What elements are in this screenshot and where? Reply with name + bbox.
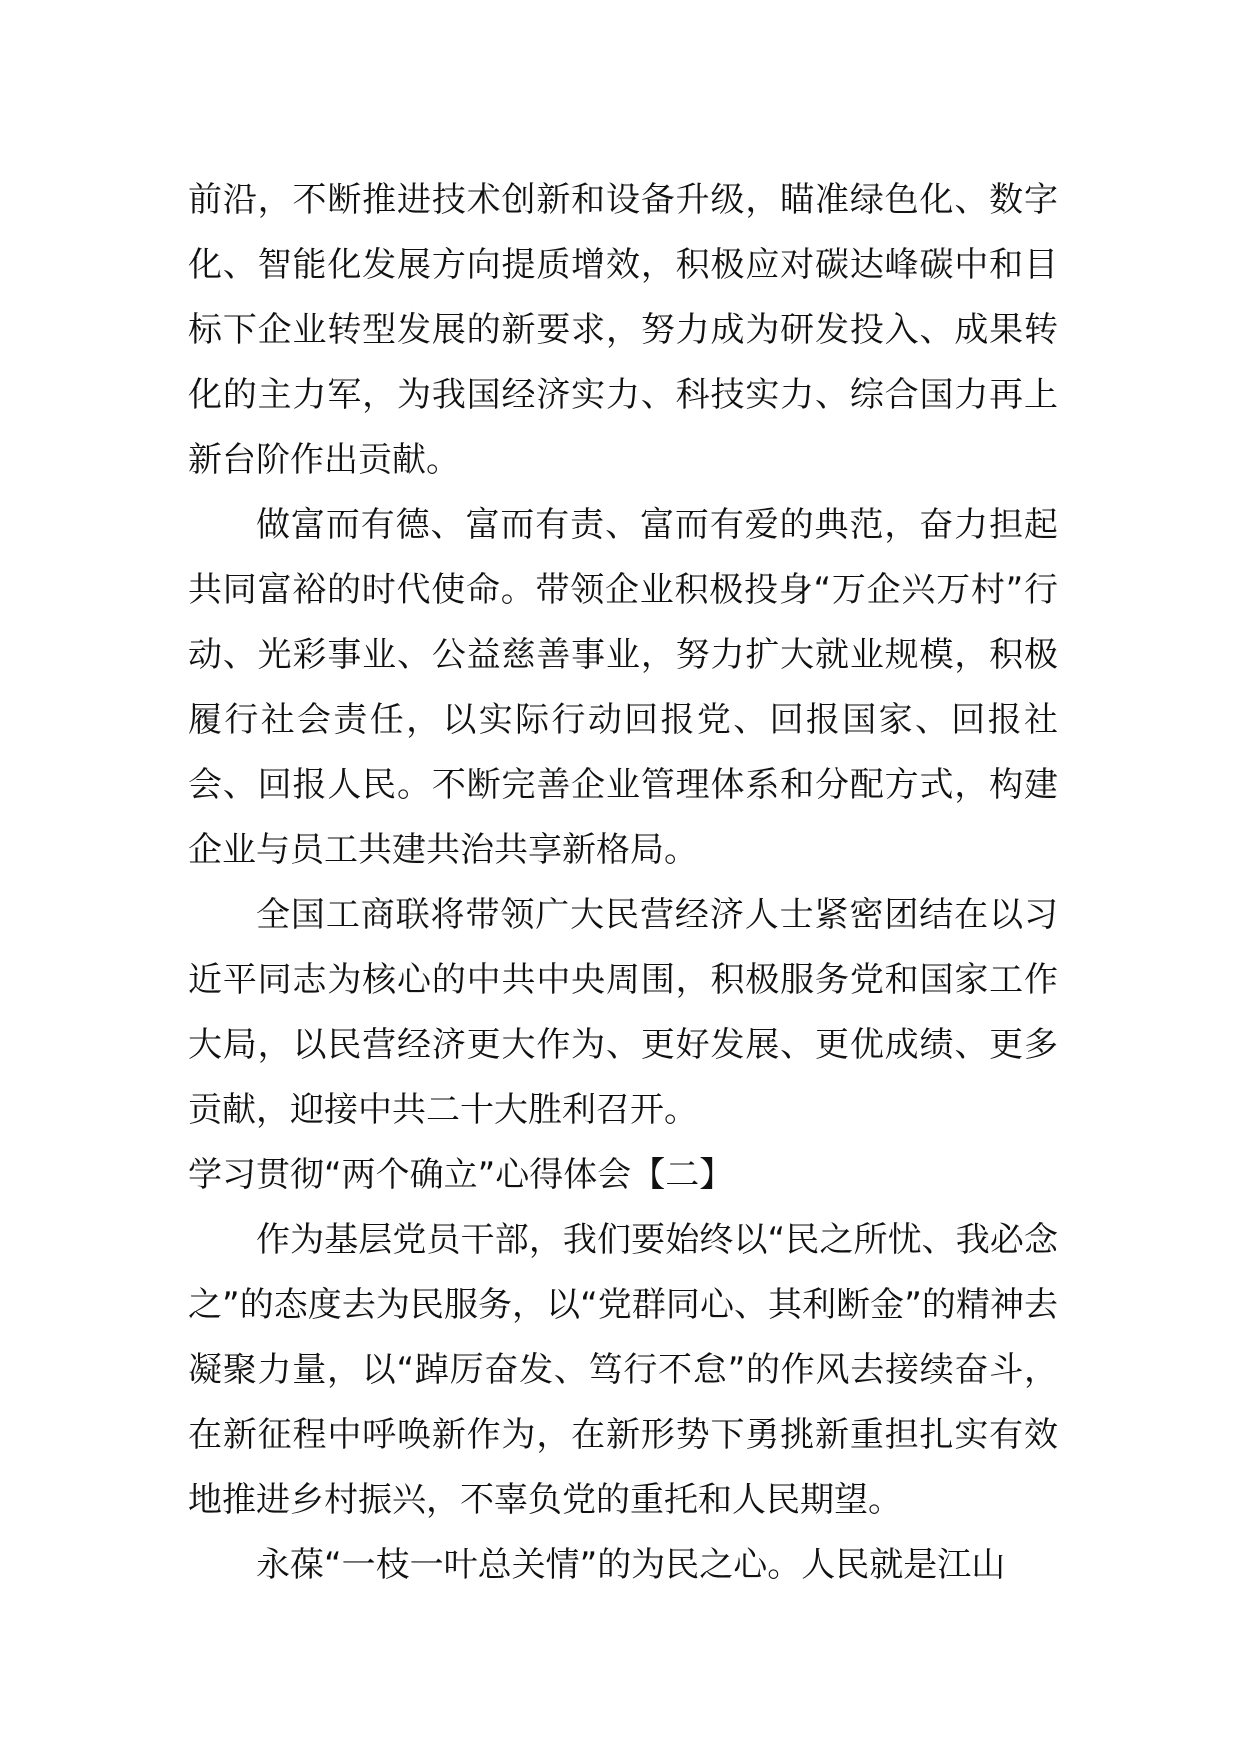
section-heading: 学习贯彻“两个确立”心得体会【二】 (188, 1155, 734, 1195)
document-body (188, 168, 1058, 1598)
paragraph-grassroots: 作为基层党员干部，我们要始终以“民之所忧、我必念之”的态度去为民服务，以“党群同心、其利断金”的精神去凝聚力量，以“踔厉奋发、笃行不怠”的作风去接续奋斗，在新征程中呼唤新作为，在新形势下勇挑新重担扎实有效地推进乡村振兴，不辜负党的重托和人民期望。 (188, 1220, 1058, 1520)
paragraph-federation: 全国工商联将带领广大民营经济人士紧密团结在以习近平同志为核心的中共中央周围，积极服务党和国家工作大局，以民营经济更大作为、更好发展、更优成绩、更多贡献，迎接中共二十大胜利召开。 (188, 895, 1058, 1130)
paragraph-continued: 前沿，不断推进技术创新和设备升级，瞄准绿色化、数字化、智能化发展方向提质增效，积极应对碳达峰碳中和目标下企业转型发展的新要求，努力成为研发投入、成果转化的主力军，为我国经济实力、科技实力、综合国力再上新台阶作出贡献。 (188, 180, 1058, 480)
paragraph-people-heart: 永葆“一枝一叶总关情”的为民之心。人民就是江山 (256, 1545, 1006, 1585)
paragraph-common-prosperity: 做富而有德、富而有责、富而有爱的典范，奋力担起共同富裕的时代使命。带领企业积极投身“万企兴万村”行动、光彩事业、公益慈善事业，努力扩大就业规模，积极履行社会责任，以实际行动回报党、回报国家、回报社会、回报人民。不断完善企业管理体系和分配方式，构建企业与员工共建共治共享新格局。 (188, 505, 1058, 870)
